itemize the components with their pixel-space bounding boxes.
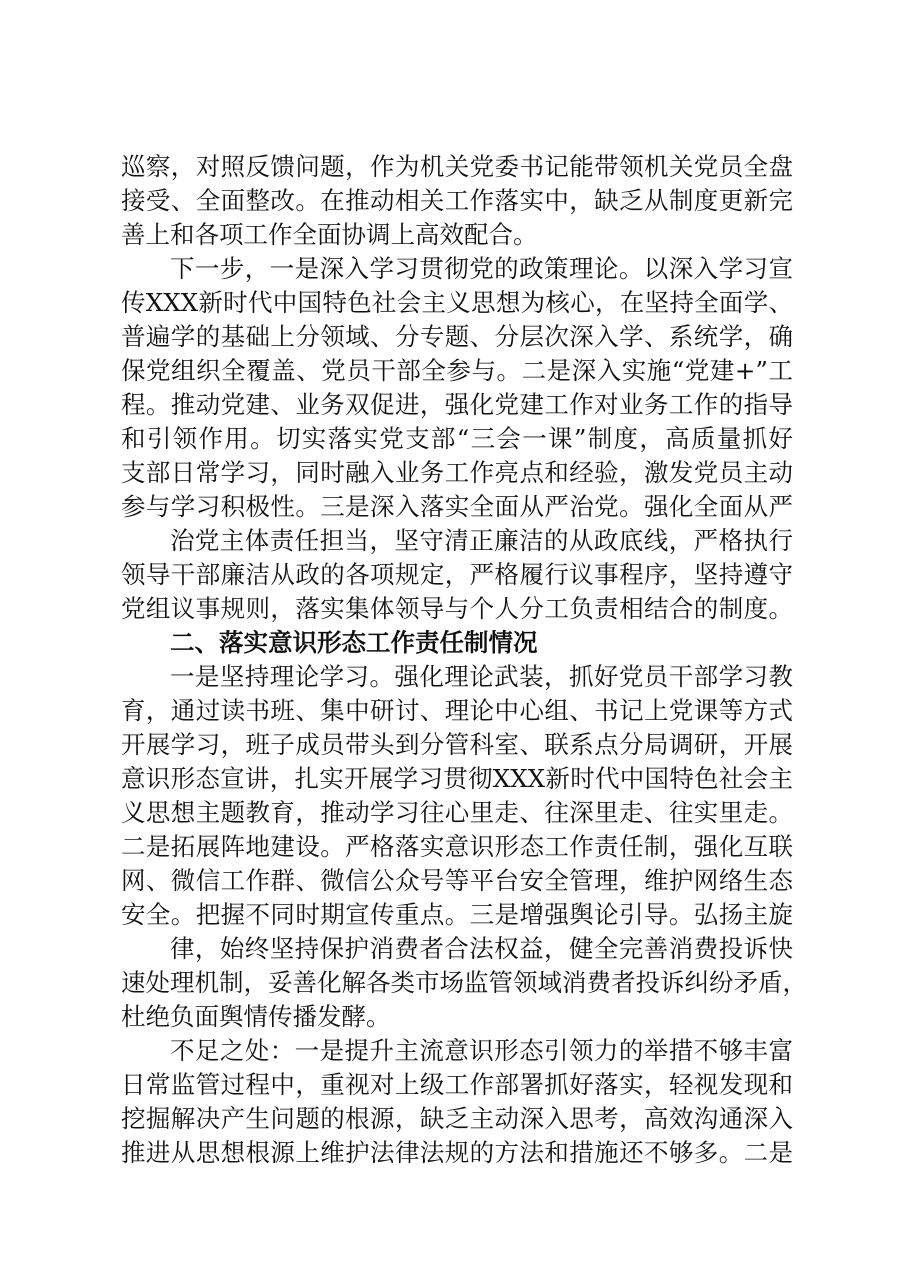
- text-line: 一是坚持理论学习。强化理论武装，抓好党员干部学习教: [170, 662, 793, 691]
- text-line: 善上和各项工作全面协调上高效配合。: [121, 220, 538, 249]
- text-line: 巡察，对照反馈问题，作为机关党委书记能带领机关党员全盘: [121, 152, 793, 181]
- text-line: 程。推动党建、业务双促进，强化党建工作对业务工作的指导: [121, 390, 793, 419]
- text-line: 参与学习积极性。三是深入落实全面从严治党。强化全面从严: [121, 492, 793, 521]
- text-line: 和引领作用。切实落实党支部“三会一课”制度，高质量抓好: [121, 424, 793, 453]
- text-line: 挖掘解决产生问题的根源，缺乏主动深入思考，高效沟通深入: [121, 1104, 793, 1133]
- text-line: 接受、全面整改。在推动相关工作落实中，缺乏从制度更新完: [121, 186, 793, 215]
- text-line: 推进从思想根源上维护法律法规的方法和措施还不够多。二是: [121, 1138, 793, 1167]
- text-line: 杜绝负面舆情传播发酵。: [121, 1002, 391, 1031]
- text-line: 保党组织全覆盖、党员干部全参与。二是深入实施“党建+”工: [121, 356, 793, 385]
- text-line: 支部日常学习，同时融入业务工作亮点和经验，激发党员主动: [121, 458, 793, 487]
- text-line: 意识形态宣讲，扎实开展学习贯彻XXX新时代中国特色社会主: [121, 764, 793, 793]
- text-line: 普遍学的基础上分领域、分专题、分层次深入学、系统学，确: [121, 322, 793, 351]
- text-line: 二是拓展阵地建设。严格落实意识形态工作责任制，强化互联: [121, 832, 793, 861]
- text-line: 速处理机制，妥善化解各类市场监管领域消费者投诉纠纷矛盾，: [121, 968, 807, 997]
- text-line: 治党主体责任担当，坚守清正廉洁的从政底线，严格执行: [170, 526, 793, 555]
- text-line: 下一步，一是深入学习贯彻党的政策理论。以深入学习宣: [170, 254, 793, 283]
- text-line: 党组议事规则，落实集体领导与个人分工负责相结合的制度。: [121, 594, 793, 623]
- text-line: 领导干部廉洁从政的各项规定，严格履行议事程序，坚持遵守: [121, 560, 793, 589]
- text-line: 不足之处：一是提升主流意识形态引领力的举措不够丰富: [170, 1036, 793, 1065]
- text-line: 律，始终坚持保护消费者合法权益，健全完善消费投诉快: [170, 934, 793, 963]
- section-heading: 二、落实意识形态工作责任制情况: [170, 628, 538, 657]
- text-line: 网、微信工作群、微信公众号等平台安全管理，维护网络生态: [121, 866, 793, 895]
- text-line: 育，通过读书班、集中研讨、理论中心组、书记上党课等方式: [121, 696, 793, 725]
- text-line: 日常监管过程中，重视对上级工作部署抓好落实，轻视发现和: [121, 1070, 793, 1099]
- text-line: 开展学习，班子成员带头到分管科室、联系点分局调研，开展: [121, 730, 793, 759]
- text-line: 传XXX新时代中国特色社会主义思想为核心，在坚持全面学、: [121, 288, 793, 317]
- text-line: 安全。把握不同时期宣传重点。三是增强舆论引导。弘扬主旋: [121, 900, 793, 929]
- text-line: 义思想主题教育，推动学习往心里走、往深里走、往实里走。: [121, 798, 793, 827]
